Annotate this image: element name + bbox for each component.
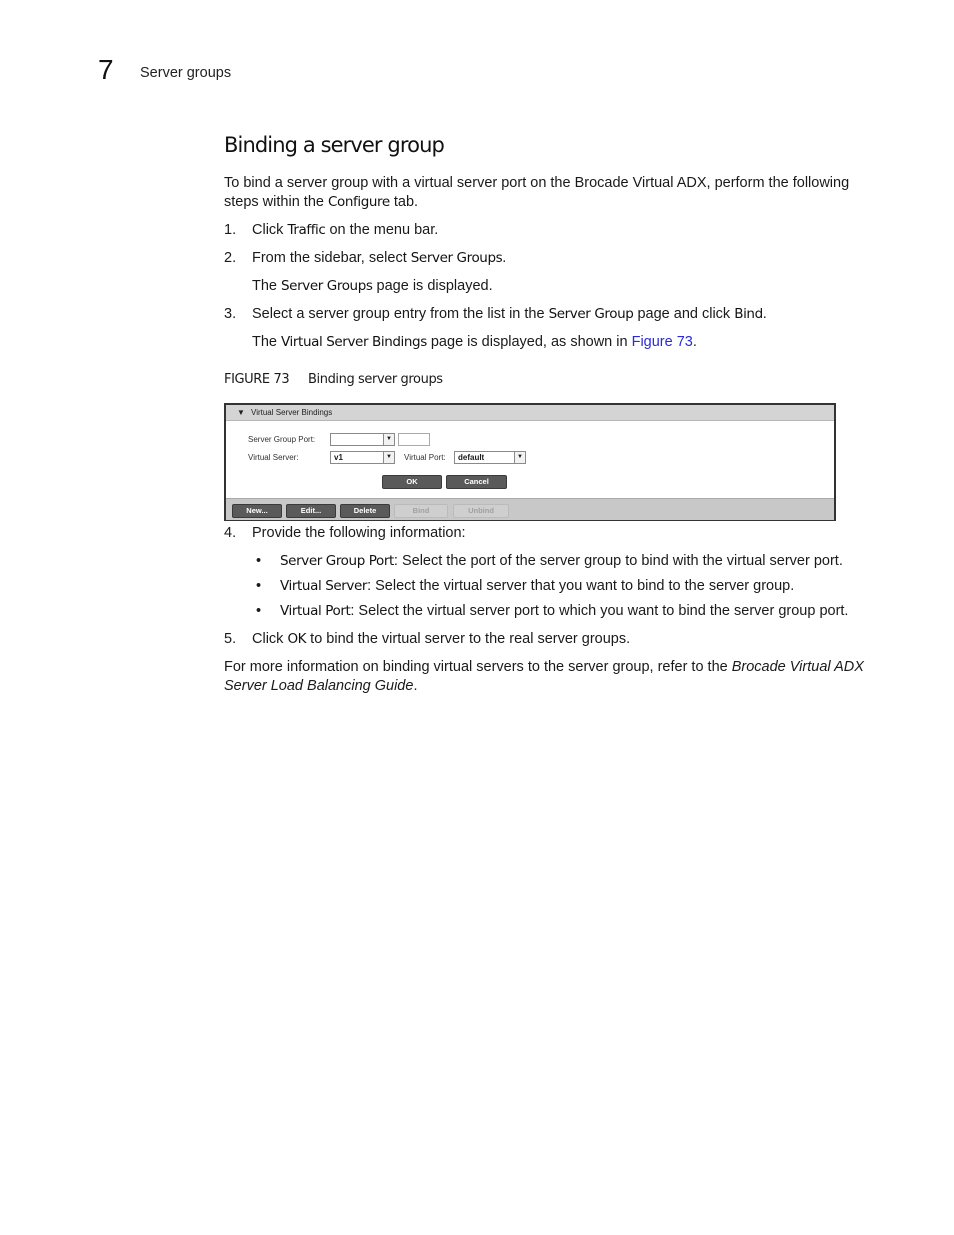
server-group-port-label: Server Group Port: bbox=[248, 435, 316, 444]
figure-title: Binding server groups bbox=[308, 372, 443, 387]
virtual-port-label: Virtual Port: bbox=[404, 453, 446, 462]
bullet-server-group-port: • Server Group Port: Select the port of the server group to bind with the virtual server port. bbox=[256, 553, 843, 569]
chapter-title: Server groups bbox=[140, 65, 232, 81]
cancel-button[interactable]: Cancel bbox=[446, 475, 507, 489]
bullet-virtual-port: • Virtual Port: Select the virtual server port to which you want to bind the server group port. bbox=[256, 603, 849, 619]
virtual-port-select[interactable]: default ▼ bbox=[454, 451, 526, 464]
step-2: 2. From the sidebar, select Server Groups. bbox=[224, 250, 507, 266]
step-2-note: The Server Groups page is displayed. bbox=[252, 278, 493, 294]
delete-button[interactable]: Delete bbox=[340, 504, 390, 518]
figure-caption bbox=[224, 372, 443, 387]
chevron-down-icon: ▼ bbox=[383, 434, 394, 445]
virtual-server-label: Virtual Server: bbox=[248, 453, 299, 462]
closing-paragraph: For more information on binding virtual servers to the server group, refer to the Brocade Virtual ADX Server Load Balancing Guide. bbox=[224, 659, 864, 694]
panel-title: Virtual Server Bindings bbox=[251, 408, 333, 417]
server-group-port-select[interactable] bbox=[330, 433, 395, 446]
figure-73-link[interactable]: Figure 73 bbox=[631, 334, 693, 350]
ok-button[interactable]: OK bbox=[382, 475, 442, 489]
virtual-server-select[interactable]: v1 ▼ bbox=[330, 451, 395, 464]
virtual-server-bindings-screenshot bbox=[224, 403, 836, 521]
step-4: 4. Provide the following information: bbox=[224, 525, 466, 541]
figure-label: FIGURE 73 bbox=[224, 372, 290, 387]
step-3: 3. Select a server group entry from the list in the Server Group page and click Bind. bbox=[224, 306, 767, 322]
panel-header bbox=[226, 405, 834, 421]
bullet-virtual-server: • Virtual Server: Select the virtual server that you want to bind to the server group. bbox=[256, 578, 795, 594]
edit-button[interactable]: Edit... bbox=[286, 504, 336, 518]
section-title: Binding a server group bbox=[224, 133, 444, 157]
bind-button[interactable]: Bind bbox=[394, 504, 448, 518]
chapter-number: 7 bbox=[98, 54, 114, 85]
action-toolbar bbox=[226, 498, 834, 520]
server-group-port-input[interactable] bbox=[398, 433, 430, 446]
guide-reference: Brocade Virtual ADX Server Load Balancing Guide bbox=[224, 659, 864, 694]
unbind-button[interactable]: Unbind bbox=[453, 504, 509, 518]
chevron-down-icon: ▼ bbox=[514, 452, 525, 463]
chevron-down-icon: ▼ bbox=[383, 452, 394, 463]
new-button[interactable]: New... bbox=[232, 504, 282, 518]
step-1: 1. Click Traffic on the menu bar. bbox=[224, 222, 439, 238]
step-3-note: The Virtual Server Bindings page is displayed, as shown in Figure 73. bbox=[252, 334, 697, 350]
intro-paragraph: To bind a server group with a virtual server port on the Brocade Virtual ADX, perform the following steps within the Configure tab. bbox=[224, 175, 850, 210]
step-5: 5. Click OK to bind the virtual server to the real server groups. bbox=[224, 631, 631, 647]
collapse-triangle-icon[interactable]: ▼ bbox=[237, 408, 245, 417]
